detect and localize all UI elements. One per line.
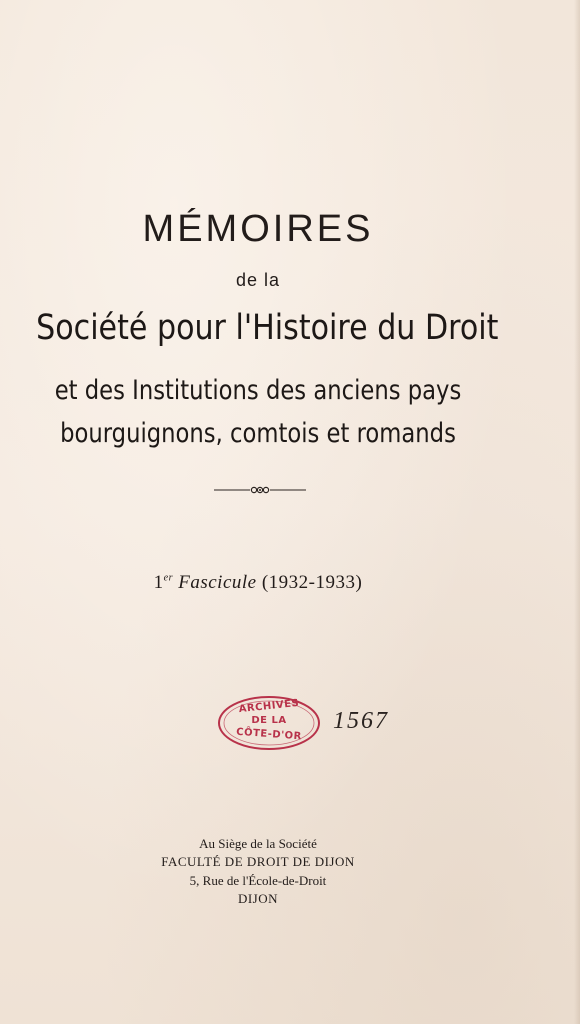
archives-stamp: [216, 693, 322, 753]
ornament-divider: [214, 483, 306, 497]
stamp-line-cote-dor: CÔTE-D'OR: [235, 726, 303, 743]
title-de-la: de la: [235, 270, 281, 290]
publisher-line-1: Au Siège de la Société: [199, 836, 317, 851]
fascicule-suffix: er: [163, 572, 173, 584]
title-regions-line: bourguignons, comtois et romands: [60, 418, 456, 449]
fascicule-line: [0, 572, 516, 594]
publisher-line-4: DIJON: [237, 891, 279, 906]
title-institutions-line: et des Institutions des anciens pays: [54, 375, 462, 406]
stamp-line-de-la: DE LA: [251, 715, 287, 726]
stamp-line-archives: ARCHIVES: [238, 697, 300, 716]
title-society-name: Société pour l'Histoire du Droit: [36, 308, 499, 348]
fascicule-number: 1: [153, 572, 164, 593]
publisher-line-2: FACULTÉ DE DROIT DE DIJON: [161, 854, 355, 869]
fascicule-years: (1932-1933): [261, 572, 363, 593]
page-edge-shadow: [574, 0, 580, 1024]
fascicule-word: Fascicule: [178, 572, 257, 593]
publisher-line-3: 5, Rue de l'École-de-Droit: [189, 873, 327, 888]
handwritten-catalog-number: 1567: [333, 708, 389, 734]
title-memoires: MÉMOIRES: [142, 208, 374, 250]
